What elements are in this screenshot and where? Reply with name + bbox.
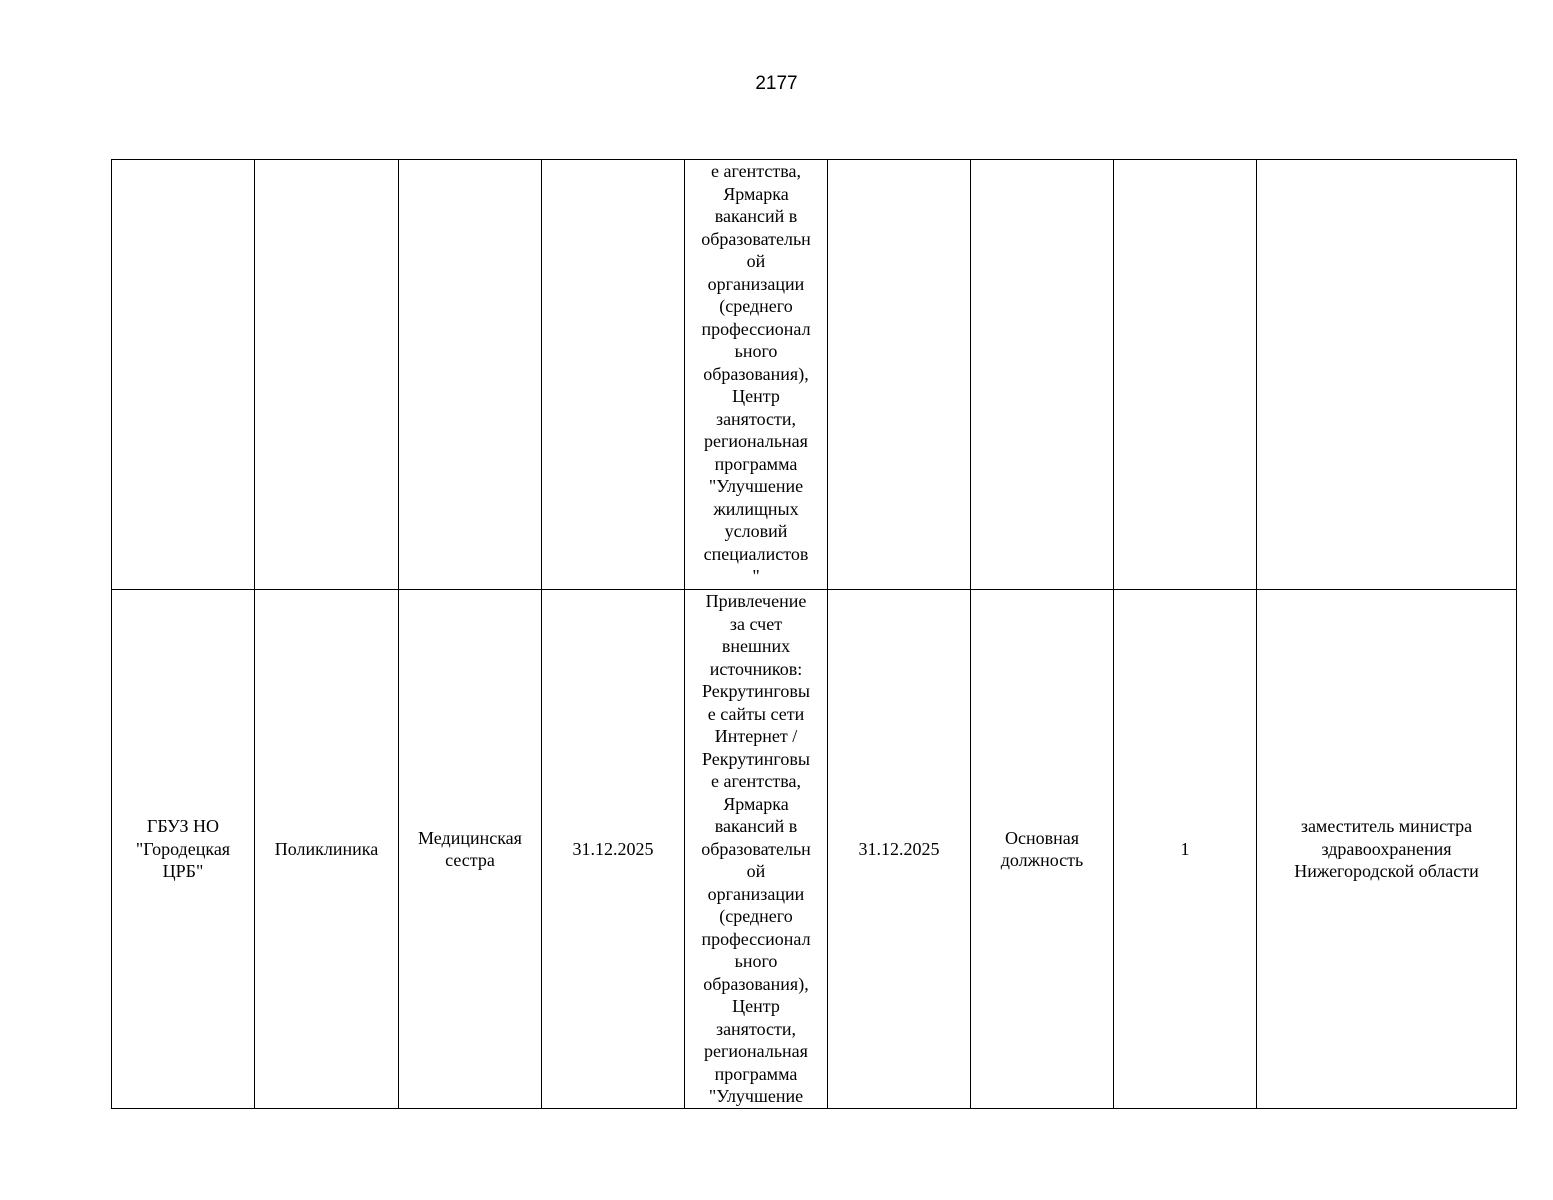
row-1-date-cell — [542, 160, 685, 590]
recruitment-line: Привлечение — [705, 591, 807, 611]
recruitment-line: Ярмарка — [723, 183, 789, 204]
recruitment-line: Ярмарка — [723, 793, 789, 814]
row-1-recruitment-source-cell — [685, 160, 828, 590]
position-name: Медицинская сестра — [418, 827, 522, 870]
position-type-value: Основная должность — [1000, 827, 1084, 870]
date-2-value: 31.12.2025 — [858, 838, 940, 859]
recruitment-line: вакансий в — [714, 816, 798, 836]
table-row — [112, 160, 1517, 590]
recruitment-line: е агентства, — [711, 771, 801, 791]
recruitment-line: профессионал — [701, 928, 811, 949]
recruitment-line: профессионал — [701, 318, 811, 339]
recruitment-line: Рекрутинговы — [702, 681, 810, 701]
recruitment-line: е агентства, — [711, 161, 801, 181]
count-value: 1 — [1180, 838, 1190, 859]
recruitment-line: условий — [724, 521, 788, 541]
recruitment-line: образовательн — [701, 228, 811, 249]
recruitment-line: "Улучшение — [708, 476, 804, 496]
recruitment-line: жилищных — [713, 498, 799, 519]
date-value: 31.12.2025 — [572, 838, 654, 859]
date-2-cell — [828, 590, 971, 1109]
recruitment-line: специалистов — [703, 543, 809, 564]
recruitment-line: образования), — [703, 973, 809, 994]
row-1-responsible-cell — [1257, 160, 1517, 590]
position-cell — [399, 590, 542, 1109]
responsible-value: заместитель министра здравоохранения Нижегородской области — [1294, 816, 1479, 882]
row-1-count-cell — [1114, 160, 1257, 590]
organization-name: ГБУЗ НО "Городецкая ЦРБ" — [135, 816, 231, 882]
table-row — [112, 590, 1517, 1109]
recruitment-line: ьного — [734, 341, 778, 361]
recruitment-line: образовательн — [701, 838, 811, 859]
recruitment-line: занятости, — [715, 1018, 797, 1039]
department-cell — [255, 590, 399, 1109]
recruitment-line: (среднего — [719, 296, 793, 316]
recruitment-line: вакансий в — [714, 206, 798, 226]
row-1-position-type-cell — [971, 160, 1114, 590]
recruitment-line: региональная — [704, 431, 808, 451]
recruitment-line: " — [752, 566, 760, 586]
responsible-cell — [1257, 590, 1517, 1109]
row-1-organization-cell — [112, 160, 255, 590]
recruitment-line: е сайты сети — [707, 703, 805, 724]
organization-cell — [112, 590, 255, 1109]
recruitment-line: ой — [746, 251, 766, 271]
page-number: 2177 — [755, 73, 798, 94]
recruitment-line: Центр — [732, 996, 780, 1016]
recruitment-line: ой — [746, 861, 766, 881]
recruitment-line: занятости, — [715, 408, 797, 429]
recruitment-line: источников: — [709, 658, 803, 679]
recruitment-line: Интернет / — [714, 726, 798, 746]
recruitment-line: ьного — [734, 951, 778, 971]
recruitment-line: Центр — [732, 386, 780, 406]
position-type-cell — [971, 590, 1114, 1109]
date-cell — [542, 590, 685, 1109]
department-name: Поликлиника — [274, 838, 379, 859]
recruitment-source-cell — [685, 590, 828, 1109]
recruitment-line: Рекрутинговы — [702, 748, 810, 769]
recruitment-line: организации — [707, 273, 805, 294]
recruitment-line: организации — [707, 883, 805, 904]
recruitment-line: за счет — [729, 613, 783, 634]
count-cell — [1114, 590, 1257, 1109]
document-table — [111, 159, 1517, 1109]
recruitment-line: региональная — [704, 1041, 808, 1061]
recruitment-line: (среднего — [719, 906, 793, 926]
recruitment-line: программа — [714, 1063, 798, 1084]
row-1-position-cell — [399, 160, 542, 590]
row-1-department-cell — [255, 160, 399, 590]
recruitment-line: программа — [714, 453, 798, 474]
recruitment-line: "Улучшение — [708, 1086, 804, 1106]
row-1-date-2-cell — [828, 160, 971, 590]
recruitment-line: внешних — [721, 636, 791, 656]
recruitment-line: образования), — [703, 363, 809, 384]
